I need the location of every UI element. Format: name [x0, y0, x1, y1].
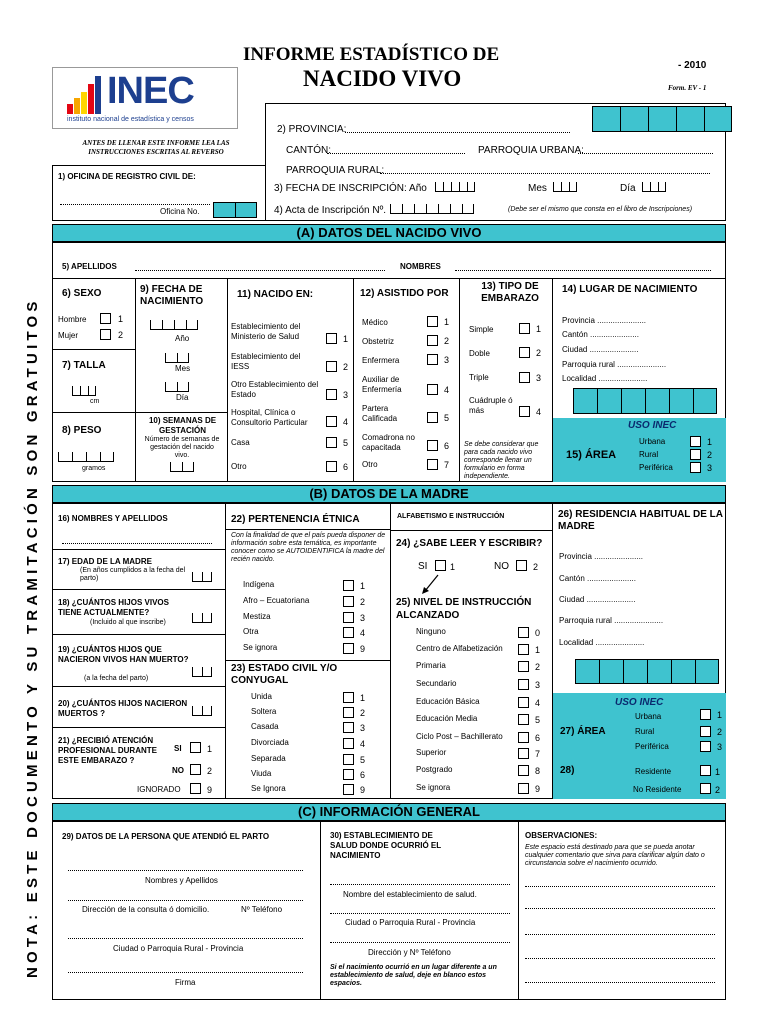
- option-code: 1: [536, 324, 542, 334]
- dia-inscripcion-input[interactable]: [642, 182, 666, 192]
- sabe-leer-label: 24) ¿SABE LEER Y ESCRIBIR?: [396, 538, 543, 549]
- logo-text: INEC: [107, 70, 194, 112]
- civil-option-label: Unida: [251, 692, 272, 701]
- option-code: 4: [360, 628, 366, 638]
- tipo-option-checkbox[interactable]: [519, 406, 530, 417]
- parroquia-urbana-label: PARROQUIA URBANA:: [478, 145, 584, 156]
- etnica-option-checkbox[interactable]: [343, 580, 354, 591]
- nacido-option-label: Otro Establecimiento del Estado: [231, 380, 319, 399]
- dia-label: Día: [620, 183, 636, 194]
- nacido-option-checkbox[interactable]: [326, 437, 337, 448]
- option-code: 1: [360, 581, 366, 591]
- atencion-no-checkbox[interactable]: [190, 764, 201, 775]
- asistido-option-checkbox[interactable]: [427, 459, 438, 470]
- observaciones-label: OBSERVACIONES:: [525, 831, 598, 840]
- acta-label: 4) Acta de Inscripción Nº.: [274, 205, 387, 216]
- establecimiento-label: 30) ESTABLECIMIENTO DE SALUD DONDE OCURRIÓ EL NACIMIENTO: [330, 831, 441, 860]
- tipo-option-label: Triple: [469, 373, 489, 382]
- nivel-option-checkbox[interactable]: [518, 765, 529, 776]
- lugar-option-label: Localidad ......................: [562, 374, 648, 383]
- option-code: 4: [535, 698, 541, 708]
- arrow-icon: [420, 573, 440, 595]
- hijos-vivos-sub: (Incluido al que inscribe): [90, 619, 166, 626]
- acta-input[interactable]: [390, 204, 474, 214]
- logo-subtitle: instituto nacional de estadística y censos: [67, 116, 194, 123]
- direccion-caption: Dirección de la consulta ó domicilio.: [82, 905, 210, 914]
- civil-option-label: Casada: [251, 722, 279, 731]
- asistido-option-checkbox[interactable]: [427, 354, 438, 365]
- semanas-sub: Número de semanas de gestación del nacido vivo.: [144, 436, 220, 459]
- fecha-nacimiento-label: 9) FECHA DE NACIMIENTO: [140, 284, 204, 307]
- option-code: 1: [343, 334, 349, 344]
- option-code: 4: [444, 385, 450, 395]
- option-code: 3: [535, 680, 541, 690]
- no-residente-label: No Residente: [633, 785, 682, 794]
- nacido-option-label: Casa: [231, 438, 250, 447]
- oficina-code[interactable]: [213, 202, 257, 218]
- nivel-option-checkbox[interactable]: [518, 661, 529, 672]
- civil-option-checkbox[interactable]: [343, 754, 354, 765]
- anio-label: Año: [175, 334, 190, 343]
- option-code: 4: [343, 417, 349, 427]
- logo-bars-icon: [67, 76, 107, 114]
- estado-civil-label: 23) ESTADO CIVIL Y/O CONYUGAL: [231, 663, 338, 686]
- apellidos-label: 5) APELLIDOS: [62, 262, 117, 271]
- dia-nacimiento-input[interactable]: [165, 382, 189, 392]
- asistido-option-label: Partera Calificada: [362, 404, 398, 423]
- nacido-option-label: Hospital, Clínica o Consultorio Particular: [231, 408, 308, 427]
- semanas-input[interactable]: [170, 462, 194, 472]
- tipo-note: Se debe considerar que para cada nacido vivo corresponde llenar un formulario en forma independiente.: [464, 441, 539, 480]
- oficina-label: 1) OFICINA DE REGISTRO CIVIL DE:: [58, 172, 196, 181]
- nacido-option-label: Establecimiento del IESS: [231, 352, 301, 371]
- res-option-label: Localidad ......................: [559, 638, 645, 647]
- area-a-option-checkbox[interactable]: [690, 449, 701, 460]
- etnica-note: Con la finalidad de que el país pueda disponer de información sobre esta temática, es importante conocer como se AUTOIDENTIFICA la madre del recién nacido.: [231, 532, 386, 563]
- nivel-option-checkbox[interactable]: [518, 679, 529, 690]
- res-option-label: Cantón ......................: [559, 574, 636, 583]
- anio-nacimiento-input[interactable]: [150, 320, 198, 330]
- area-a-option-label: Periférica: [639, 463, 673, 472]
- asistido-label: 12) ASISTIDO POR: [360, 288, 449, 299]
- option-code: 1: [535, 645, 541, 655]
- civil-option-label: Separada: [251, 754, 286, 763]
- option-code: 2: [360, 597, 366, 607]
- civil-option-label: Soltera: [251, 707, 277, 716]
- area-a-option-label: Urbana: [639, 437, 666, 446]
- form-year: - 2010: [678, 60, 707, 71]
- nivel-option-label: Superior: [416, 748, 447, 757]
- civil-option-checkbox[interactable]: [343, 707, 354, 718]
- uso-inec-b-label: USO INEC: [615, 697, 664, 708]
- tipo-option-checkbox[interactable]: [519, 347, 530, 358]
- nivel-option-label: Centro de Alfabetización: [416, 644, 503, 653]
- etnica-option-label: Afro – Ecuatoriana: [243, 596, 310, 605]
- option-code: 1: [717, 710, 723, 720]
- residente-checkbox[interactable]: [700, 765, 711, 776]
- acta-note: (Debe ser el mismo que consta en el libro de Inscripciones): [508, 206, 693, 213]
- ciudad-est-caption: Ciudad o Parroquia Rural - Provincia: [345, 918, 476, 927]
- asistido-option-checkbox[interactable]: [427, 316, 438, 327]
- civil-option-checkbox[interactable]: [343, 769, 354, 780]
- oficina-no-label: Oficina No.: [160, 207, 200, 216]
- nivel-option-label: Educación Básica: [416, 697, 480, 706]
- nivel-option-checkbox[interactable]: [518, 748, 529, 759]
- etnica-option-label: Otra: [243, 627, 259, 636]
- option-code: 7: [535, 749, 541, 759]
- datos-persona-label: 29) DATOS DE LA PERSONA QUE ATENDIÓ EL PARTO: [62, 832, 270, 841]
- q28-label: 28): [560, 765, 575, 776]
- form-title-2: NACIDO VIVO: [303, 66, 462, 91]
- option-code: 3: [343, 390, 349, 400]
- hombre-checkbox[interactable]: [100, 313, 111, 324]
- etnica-option-checkbox[interactable]: [343, 627, 354, 638]
- tipo-embarazo-label: 13) TIPO DE EMBARAZO: [481, 281, 539, 304]
- nombres-apellidos-caption: Nombres y Apellidos: [145, 876, 218, 885]
- anio-inscripcion-input[interactable]: [435, 182, 475, 192]
- etnica-option-label: Mestiza: [243, 612, 271, 621]
- tipo-option-checkbox[interactable]: [519, 372, 530, 383]
- semanas-label: 10) SEMANAS DE GESTACIÓN: [148, 416, 217, 435]
- nacieron-muertos-label: 20) ¿CUÁNTOS HIJOS NACIERON MUERTOS ?: [58, 699, 188, 718]
- nacido-option-checkbox[interactable]: [326, 416, 337, 427]
- nacieron-vivos-input[interactable]: [192, 667, 212, 677]
- option-code: 4: [360, 739, 366, 749]
- option-code: 9: [360, 785, 366, 795]
- area-b-option-label: Urbana: [635, 712, 662, 721]
- option-code: 2: [536, 348, 542, 358]
- atencion-label: 21) ¿RECIBIÓ ATENCIÓN PROFESIONAL DURANTE ESTE EMBARAZO ?: [58, 736, 157, 765]
- area-b-option-checkbox[interactable]: [700, 709, 711, 720]
- lugar-label: 14) LUGAR DE NACIMIENTO: [562, 284, 698, 295]
- nacieron-muertos-input[interactable]: [192, 706, 212, 716]
- nivel-option-checkbox[interactable]: [518, 697, 529, 708]
- option-code: 6: [343, 462, 349, 472]
- asistido-option-label: Obstetriz: [362, 337, 395, 346]
- nivel-option-label: Secundario: [416, 679, 457, 688]
- nivel-option-checkbox[interactable]: [518, 714, 529, 725]
- est-note: Si el nacimiento ocurrió en un lugar diferente a un establecimiento de salud, deje en blanco estos espacios.: [330, 964, 497, 987]
- lugar-code[interactable]: [573, 388, 717, 414]
- telefono-caption: Nº Teléfono: [241, 905, 283, 914]
- observaciones-note: Este espacio está destinado para que se pueda anotar cualquier comentario que sirva para clarificar algún dato o circunstancia sobre el nacimiento ocurrido.: [525, 844, 705, 867]
- option-code: 3: [444, 355, 450, 365]
- mes-inscripcion-input[interactable]: [553, 182, 577, 192]
- asistido-option-checkbox[interactable]: [427, 412, 438, 423]
- option-code: 5: [343, 438, 349, 448]
- civil-option-checkbox[interactable]: [343, 784, 354, 795]
- option-code: 4: [536, 407, 542, 417]
- option-code: 3: [717, 742, 723, 752]
- residencia-code[interactable]: [575, 659, 719, 684]
- peso-input[interactable]: [58, 452, 114, 462]
- nivel-option-label: Postgrado: [416, 765, 453, 774]
- option-code: 2: [535, 662, 541, 672]
- etnica-option-checkbox[interactable]: [343, 643, 354, 654]
- area-a-label: 15) ÁREA: [566, 449, 617, 461]
- area-a-option-checkbox[interactable]: [690, 462, 701, 473]
- talla-input[interactable]: [72, 386, 96, 396]
- civil-option-label: Se Ignora: [251, 784, 286, 793]
- area-b-option-checkbox[interactable]: [700, 726, 711, 737]
- asistido-option-checkbox[interactable]: [427, 440, 438, 451]
- residente-label: Residente: [635, 767, 672, 776]
- option-code: 6: [535, 733, 541, 743]
- sabe-si-label: SI: [418, 561, 428, 572]
- mujer-label: Mujer: [58, 331, 79, 340]
- section-b-header: (B) DATOS DE LA MADRE: [52, 485, 726, 503]
- nacieron-vivos-label: 19) ¿CUÁNTOS HIJOS QUE NACIERON VIVOS HAN MUERTO?: [58, 645, 189, 664]
- cm-label: cm: [90, 398, 100, 405]
- option-code: 2: [444, 336, 450, 346]
- option-code: 1: [444, 317, 450, 327]
- lugar-option-label: Parroquia rural ......................: [562, 360, 667, 369]
- atencion-si-label: SI: [174, 744, 182, 753]
- edad-madre-label: 17) EDAD DE LA MADRE: [58, 557, 152, 566]
- edad-madre-sub: (En años cumplidos a la fecha del parto): [80, 567, 186, 582]
- nivel-option-checkbox[interactable]: [518, 627, 529, 638]
- asistido-option-label: Comadrona no capacitada: [362, 433, 415, 452]
- dia-nac-label: Día: [176, 393, 189, 402]
- edad-madre-input[interactable]: [192, 572, 212, 582]
- option-code: 6: [360, 770, 366, 780]
- option-code: 3: [707, 463, 713, 473]
- nacido-option-checkbox[interactable]: [326, 361, 337, 372]
- asistido-option-label: Auxiliar de Enfermería: [362, 375, 402, 394]
- option-code: 5: [360, 755, 366, 765]
- tipo-option-label: Doble: [469, 349, 490, 358]
- nombre-est-caption: Nombre del establecimiento de salud.: [343, 890, 477, 899]
- section-c-header: (C) INFORMACIÓN GENERAL: [52, 803, 726, 821]
- option-code: 6: [444, 441, 450, 451]
- option-code: 0: [535, 628, 541, 638]
- sabe-no-label: NO: [494, 561, 509, 572]
- lugar-option-label: Ciudad ......................: [562, 345, 639, 354]
- atencion-no-label: NO: [172, 766, 184, 775]
- option-code: 1: [707, 437, 713, 447]
- nacido-option-label: Otro: [231, 462, 247, 471]
- asistido-option-checkbox[interactable]: [427, 384, 438, 395]
- option-code: 3: [536, 373, 542, 383]
- area-b-label: 27) ÁREA: [560, 726, 606, 737]
- provincia-code[interactable]: [592, 106, 732, 132]
- nacido-option-checkbox[interactable]: [326, 389, 337, 400]
- atencion-si-checkbox[interactable]: [190, 742, 201, 753]
- option-code: 1: [360, 693, 366, 703]
- firma-caption: Firma: [175, 978, 196, 987]
- area-b-option-label: Periférica: [635, 742, 669, 751]
- ignorado-label: IGNORADO: [137, 785, 181, 794]
- mes-label: Mes: [528, 183, 547, 194]
- civil-option-checkbox[interactable]: [343, 738, 354, 749]
- residencia-label: 26) RESIDENCIA HABITUAL DE LA MADRE: [558, 509, 723, 532]
- hijos-vivos-input[interactable]: [192, 613, 212, 623]
- etnica-label: 22) PERTENENCIA ÉTNICA: [231, 514, 360, 525]
- fecha-inscripcion-label: 3) FECHA DE INSCRIPCIÓN: Año: [274, 183, 427, 194]
- area-a-option-checkbox[interactable]: [690, 436, 701, 447]
- civil-option-checkbox[interactable]: [343, 722, 354, 733]
- provincia-label: 2) PROVINCIA:: [277, 124, 347, 135]
- asistido-option-label: Médico: [362, 318, 388, 327]
- nacieron-vivos-sub: (a la fecha del parto): [84, 675, 149, 682]
- civil-option-label: Divorciada: [251, 738, 289, 747]
- area-b-option-checkbox[interactable]: [700, 741, 711, 752]
- asistido-option-checkbox[interactable]: [427, 335, 438, 346]
- etnica-option-label: Se ignora: [243, 643, 278, 652]
- nivel-option-checkbox[interactable]: [518, 732, 529, 743]
- uso-inec-a-label: USO INEC: [628, 420, 677, 431]
- alfabetismo-label: ALFABETISMO E INSTRUCCIÓN: [397, 513, 505, 520]
- talla-label: 7) TALLA: [62, 360, 106, 371]
- nacido-en-label: 11) NACIDO EN:: [237, 289, 314, 300]
- inec-logo: [52, 67, 238, 129]
- etnica-option-checkbox[interactable]: [343, 596, 354, 607]
- civil-option-checkbox[interactable]: [343, 692, 354, 703]
- nacido-option-label: Establecimiento del Ministerio de Salud: [231, 322, 301, 341]
- sexo-label: 6) SEXO: [62, 288, 102, 299]
- nombres-label: NOMBRES: [400, 262, 441, 271]
- option-code: 3: [360, 613, 366, 623]
- ignorado-checkbox[interactable]: [190, 783, 201, 794]
- side-note: NOTA: ESTE DOCUMENTO Y SU TRAMITACIÓN SON GRATUITOS: [24, 297, 41, 978]
- form-title-1: INFORME ESTADÍSTICO DE: [243, 44, 500, 65]
- nacido-option-checkbox[interactable]: [326, 333, 337, 344]
- dir-est-caption: Dirección y Nº Teléfono: [368, 948, 451, 957]
- nivel-label: 25) NIVEL DE INSTRUCCIÓN ALCANZADO: [396, 597, 532, 621]
- nivel-option-checkbox[interactable]: [518, 644, 529, 655]
- civil-option-label: Viuda: [251, 769, 272, 778]
- mujer-checkbox[interactable]: [100, 329, 111, 340]
- area-a-option-label: Rural: [639, 450, 659, 459]
- nivel-option-label: Ciclo Post – Bachillerato: [416, 732, 503, 741]
- option-code: 9: [360, 644, 366, 654]
- etnica-option-label: Indígena: [243, 580, 275, 589]
- res-option-label: Ciudad ......................: [559, 595, 636, 604]
- option-code: 9: [535, 784, 541, 794]
- lugar-option-label: Cantón ......................: [562, 330, 639, 339]
- tipo-option-label: Simple: [469, 325, 494, 334]
- lugar-option-label: Provincia ......................: [562, 316, 647, 325]
- nivel-option-label: Primaria: [416, 661, 446, 670]
- res-option-label: Provincia ......................: [559, 552, 644, 561]
- option-code: 2: [707, 450, 713, 460]
- no-residente-checkbox[interactable]: [700, 783, 711, 794]
- canton-label: CANTÓN:: [286, 145, 331, 156]
- option-code: 2: [717, 727, 723, 737]
- nivel-option-label: Se ignora: [416, 783, 451, 792]
- ciudad-caption: Ciudad o Parroquia Rural - Provincia: [113, 944, 244, 953]
- hijos-vivos-label: 18) ¿CUÁNTOS HIJOS VIVOS TIENE ACTUALMENTE?: [58, 598, 169, 617]
- instructions-note: ANTES DE LLENAR ESTE INFORME LEA LAS INSTRUCCIONES ESCRITAS AL REVERSO: [82, 139, 230, 156]
- nacido-option-checkbox[interactable]: [326, 461, 337, 472]
- hombre-label: Hombre: [58, 315, 87, 324]
- option-code: 7: [444, 460, 450, 470]
- area-b-option-label: Rural: [635, 727, 655, 736]
- nivel-option-label: Educación Media: [416, 714, 478, 723]
- parroquia-rural-label: PARROQUIA RURAL:: [286, 165, 385, 176]
- section-a-header: (A) DATOS DEL NACIDO VIVO: [52, 224, 726, 242]
- sabe-no-checkbox[interactable]: [516, 560, 527, 571]
- tipo-option-label: Cuádruple ó más: [469, 396, 513, 415]
- etnica-option-checkbox[interactable]: [343, 612, 354, 623]
- res-option-label: Parroquia rural ......................: [559, 616, 664, 625]
- nombres-madre-label: 16) NOMBRES Y APELLIDOS: [58, 514, 168, 523]
- mes-nacimiento-input[interactable]: [165, 353, 189, 363]
- option-code: 8: [535, 766, 541, 776]
- option-code: 5: [444, 413, 450, 423]
- form-number: Form. EV - 1: [668, 84, 707, 92]
- option-code: 3: [360, 723, 366, 733]
- mes-nac-label: Mes: [175, 364, 191, 373]
- sabe-si-checkbox[interactable]: [435, 560, 446, 571]
- peso-label: 8) PESO: [62, 425, 102, 436]
- asistido-option-label: Enfermera: [362, 356, 400, 365]
- asistido-option-label: Otro: [362, 460, 378, 469]
- option-code: 2: [343, 362, 349, 372]
- tipo-option-checkbox[interactable]: [519, 323, 530, 334]
- nivel-option-label: Ninguno: [416, 627, 446, 636]
- gramos-label: gramos: [82, 465, 106, 472]
- option-code: 5: [535, 715, 541, 725]
- option-code: 2: [360, 708, 366, 718]
- nivel-option-checkbox[interactable]: [518, 783, 529, 794]
